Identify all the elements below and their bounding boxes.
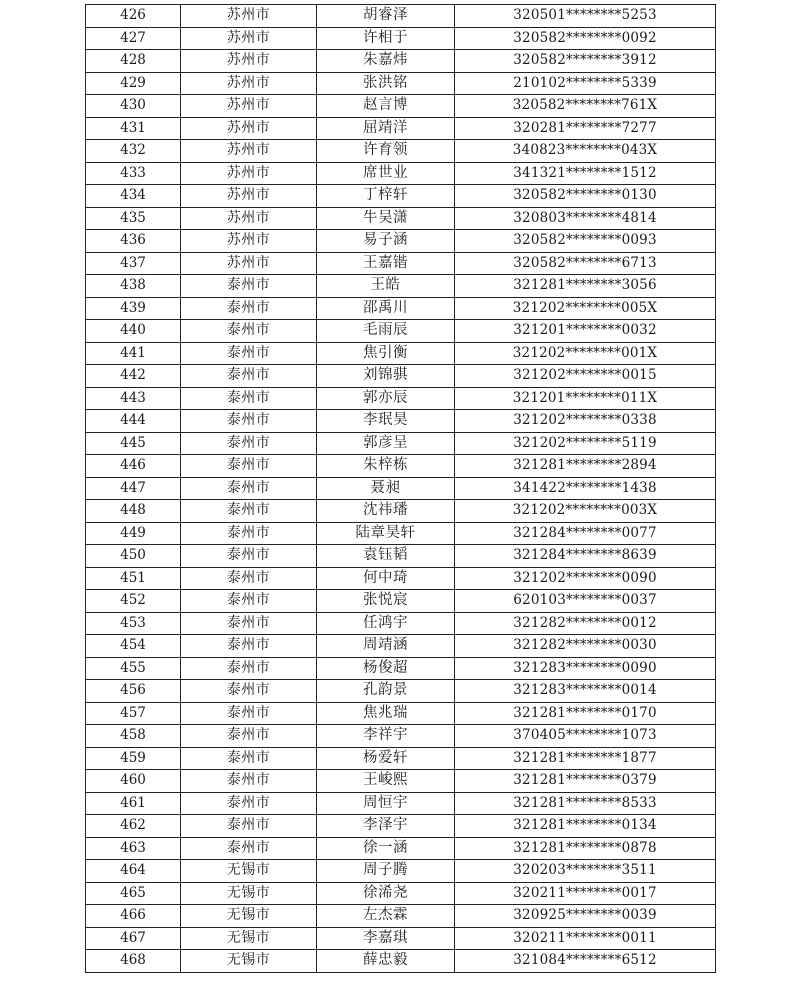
row-number-cell: 428 [86,50,181,73]
id-number-cell: 321202********5119 [455,432,716,455]
id-number-cell: 321202********0090 [455,567,716,590]
id-number-cell: 321281********8533 [455,792,716,815]
row-number-cell: 426 [86,5,181,28]
row-number-cell: 447 [86,477,181,500]
row-number-cell: 433 [86,162,181,185]
row-number-cell: 450 [86,545,181,568]
row-number-cell: 456 [86,680,181,703]
table-row [86,365,716,388]
city-cell: 泰州市 [181,657,317,680]
name-cell: 孔韵景 [317,680,455,703]
row-number-cell: 451 [86,567,181,590]
table-row [86,950,716,973]
table-row [86,500,716,523]
name-cell: 周靖涵 [317,635,455,658]
city-cell: 泰州市 [181,500,317,523]
name-cell: 易子涵 [317,230,455,253]
table-row [86,837,716,860]
table-row [86,612,716,635]
name-cell: 何中琦 [317,567,455,590]
city-cell: 苏州市 [181,50,317,73]
name-cell: 赵言博 [317,95,455,118]
name-cell: 徐一涵 [317,837,455,860]
id-number-cell: 321202********001X [455,342,716,365]
city-cell: 无锡市 [181,882,317,905]
id-number-cell: 321281********0379 [455,770,716,793]
name-cell: 丁梓轩 [317,185,455,208]
row-number-cell: 468 [86,950,181,973]
id-number-cell: 320211********0011 [455,927,716,950]
id-number-cell: 321202********0338 [455,410,716,433]
list-sheet [85,4,715,973]
city-cell: 泰州市 [181,387,317,410]
id-number-cell: 320501********5253 [455,5,716,28]
row-number-cell: 462 [86,815,181,838]
name-cell: 许育领 [317,140,455,163]
table-row [86,477,716,500]
id-number-cell: 321201********011X [455,387,716,410]
table-row [86,590,716,613]
name-cell: 牛吴潇 [317,207,455,230]
id-number-cell: 321284********8639 [455,545,716,568]
table-row [86,747,716,770]
name-cell: 朱嘉炜 [317,50,455,73]
name-cell: 胡睿泽 [317,5,455,28]
city-cell: 泰州市 [181,522,317,545]
row-number-cell: 458 [86,725,181,748]
id-number-cell: 341422********1438 [455,477,716,500]
row-number-cell: 463 [86,837,181,860]
id-number-cell: 321283********0014 [455,680,716,703]
row-number-cell: 438 [86,275,181,298]
city-cell: 苏州市 [181,95,317,118]
row-number-cell: 461 [86,792,181,815]
table-row [86,297,716,320]
name-cell: 徐浠尧 [317,882,455,905]
name-cell: 李祥宇 [317,725,455,748]
table-row [86,5,716,28]
row-number-cell: 434 [86,185,181,208]
name-cell: 李嘉琪 [317,927,455,950]
id-number-cell: 321202********0015 [455,365,716,388]
name-cell: 陆章昊轩 [317,522,455,545]
row-number-cell: 452 [86,590,181,613]
city-cell: 泰州市 [181,455,317,478]
name-cell: 张洪铭 [317,72,455,95]
id-number-cell: 320925********0039 [455,905,716,928]
id-number-cell: 320582********3912 [455,50,716,73]
id-number-cell: 321282********0012 [455,612,716,635]
name-cell: 郭亦辰 [317,387,455,410]
row-number-cell: 448 [86,500,181,523]
id-number-cell: 341321********1512 [455,162,716,185]
name-cell: 邵禹川 [317,297,455,320]
name-cell: 任鸿宇 [317,612,455,635]
city-cell: 苏州市 [181,162,317,185]
name-cell: 沈祎璠 [317,500,455,523]
row-number-cell: 444 [86,410,181,433]
table-row [86,657,716,680]
city-cell: 苏州市 [181,72,317,95]
table-row [86,27,716,50]
city-cell: 苏州市 [181,5,317,28]
city-cell: 无锡市 [181,860,317,883]
id-number-cell: 321284********0077 [455,522,716,545]
city-cell: 泰州市 [181,725,317,748]
id-number-cell: 320582********0093 [455,230,716,253]
city-cell: 泰州市 [181,747,317,770]
name-cell: 焦引衡 [317,342,455,365]
city-cell: 泰州市 [181,770,317,793]
table-row [86,522,716,545]
table-row [86,905,716,928]
id-number-cell: 320582********0130 [455,185,716,208]
id-number-cell: 210102********5339 [455,72,716,95]
table-row [86,50,716,73]
row-number-cell: 446 [86,455,181,478]
row-number-cell: 453 [86,612,181,635]
name-cell: 李珉昊 [317,410,455,433]
table-row [86,162,716,185]
name-cell: 王嘉锴 [317,252,455,275]
id-number-cell: 320211********0017 [455,882,716,905]
row-number-cell: 455 [86,657,181,680]
table-row [86,320,716,343]
city-cell: 泰州市 [181,590,317,613]
name-cell: 王峻熙 [317,770,455,793]
name-cell: 席世业 [317,162,455,185]
name-cell: 左杰霖 [317,905,455,928]
id-number-cell: 321281********2894 [455,455,716,478]
table-row [86,252,716,275]
row-number-cell: 460 [86,770,181,793]
table-row [86,185,716,208]
id-number-cell: 320582********6713 [455,252,716,275]
id-number-cell: 321202********003X [455,500,716,523]
row-number-cell: 449 [86,522,181,545]
id-number-cell: 340823********043X [455,140,716,163]
table-row [86,680,716,703]
city-cell: 泰州市 [181,275,317,298]
table-row [86,545,716,568]
id-number-cell: 320582********761X [455,95,716,118]
name-cell: 张悦宸 [317,590,455,613]
city-cell: 泰州市 [181,680,317,703]
row-number-cell: 427 [86,27,181,50]
name-cell: 杨爱轩 [317,747,455,770]
table-row [86,95,716,118]
name-cell: 焦兆瑞 [317,702,455,725]
id-number-cell: 321202********005X [455,297,716,320]
id-number-cell: 320281********7277 [455,117,716,140]
row-number-cell: 466 [86,905,181,928]
table-row [86,342,716,365]
name-cell: 薛忠毅 [317,950,455,973]
id-number-cell: 320803********4814 [455,207,716,230]
city-cell: 泰州市 [181,545,317,568]
id-number-cell: 321281********3056 [455,275,716,298]
table-row [86,72,716,95]
name-cell: 袁钰韬 [317,545,455,568]
city-cell: 苏州市 [181,230,317,253]
table-row [86,815,716,838]
table-row [86,410,716,433]
row-number-cell: 440 [86,320,181,343]
table-row [86,792,716,815]
city-cell: 泰州市 [181,612,317,635]
city-cell: 泰州市 [181,365,317,388]
table-row [86,860,716,883]
id-number-cell: 321281********0878 [455,837,716,860]
id-number-cell: 320203********3511 [455,860,716,883]
roster-table-body [86,5,716,973]
name-cell: 周子腾 [317,860,455,883]
name-cell: 朱梓栋 [317,455,455,478]
city-cell: 泰州市 [181,477,317,500]
row-number-cell: 445 [86,432,181,455]
table-row [86,702,716,725]
table-row [86,207,716,230]
table-row [86,770,716,793]
name-cell: 屈靖洋 [317,117,455,140]
name-cell: 刘锦骐 [317,365,455,388]
city-cell: 泰州市 [181,567,317,590]
id-number-cell: 321281********0134 [455,815,716,838]
row-number-cell: 432 [86,140,181,163]
city-cell: 苏州市 [181,185,317,208]
id-number-cell: 321281********1877 [455,747,716,770]
roster-table [85,4,716,973]
city-cell: 苏州市 [181,252,317,275]
name-cell: 许相于 [317,27,455,50]
id-number-cell: 321201********0032 [455,320,716,343]
row-number-cell: 435 [86,207,181,230]
id-number-cell: 321283********0090 [455,657,716,680]
row-number-cell: 437 [86,252,181,275]
table-row [86,725,716,748]
name-cell: 李泽宇 [317,815,455,838]
city-cell: 苏州市 [181,207,317,230]
city-cell: 泰州市 [181,635,317,658]
name-cell: 杨俊超 [317,657,455,680]
city-cell: 苏州市 [181,117,317,140]
id-number-cell: 321282********0030 [455,635,716,658]
row-number-cell: 443 [86,387,181,410]
table-row [86,387,716,410]
city-cell: 泰州市 [181,297,317,320]
name-cell: 王皓 [317,275,455,298]
name-cell: 周恒宇 [317,792,455,815]
city-cell: 无锡市 [181,927,317,950]
name-cell: 郭彦呈 [317,432,455,455]
row-number-cell: 439 [86,297,181,320]
city-cell: 泰州市 [181,410,317,433]
city-cell: 泰州市 [181,320,317,343]
id-number-cell: 321084********6512 [455,950,716,973]
id-number-cell: 370405********1073 [455,725,716,748]
id-number-cell: 321281********0170 [455,702,716,725]
table-row [86,635,716,658]
table-row [86,230,716,253]
row-number-cell: 464 [86,860,181,883]
city-cell: 无锡市 [181,950,317,973]
table-row [86,140,716,163]
city-cell: 泰州市 [181,432,317,455]
row-number-cell: 431 [86,117,181,140]
row-number-cell: 454 [86,635,181,658]
city-cell: 泰州市 [181,342,317,365]
row-number-cell: 465 [86,882,181,905]
city-cell: 泰州市 [181,815,317,838]
city-cell: 苏州市 [181,27,317,50]
table-row [86,882,716,905]
row-number-cell: 442 [86,365,181,388]
table-row [86,927,716,950]
name-cell: 聂昶 [317,477,455,500]
city-cell: 泰州市 [181,837,317,860]
table-row [86,455,716,478]
row-number-cell: 430 [86,95,181,118]
table-row [86,117,716,140]
city-cell: 泰州市 [181,792,317,815]
row-number-cell: 467 [86,927,181,950]
name-cell: 毛雨辰 [317,320,455,343]
id-number-cell: 620103********0037 [455,590,716,613]
city-cell: 泰州市 [181,702,317,725]
row-number-cell: 441 [86,342,181,365]
row-number-cell: 459 [86,747,181,770]
table-row [86,432,716,455]
row-number-cell: 429 [86,72,181,95]
table-row [86,567,716,590]
row-number-cell: 436 [86,230,181,253]
city-cell: 无锡市 [181,905,317,928]
row-number-cell: 457 [86,702,181,725]
id-number-cell: 320582********0092 [455,27,716,50]
city-cell: 苏州市 [181,140,317,163]
table-row [86,275,716,298]
